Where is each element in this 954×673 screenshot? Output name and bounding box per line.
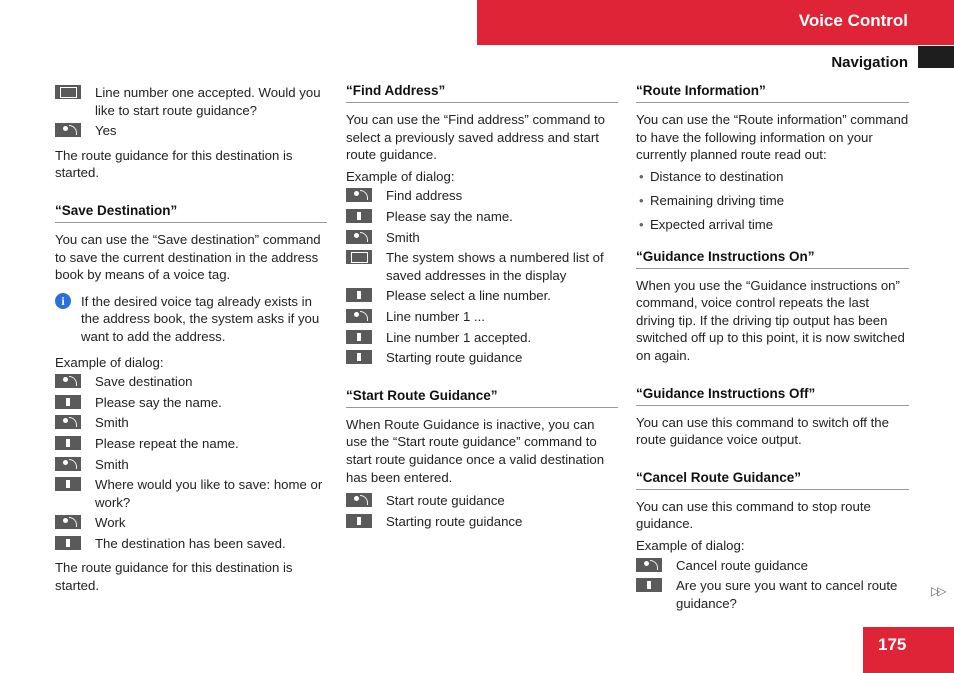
dialog-line xyxy=(55,414,327,432)
display-icon xyxy=(55,85,81,99)
dialog-line xyxy=(636,557,909,575)
system-icon xyxy=(55,395,81,409)
info-icon: i xyxy=(55,293,71,309)
heading-save-destination: “Save Destination” xyxy=(55,202,327,223)
dialog-text: Please select a line number. xyxy=(386,288,551,304)
example-label: Example of dialog: xyxy=(55,354,164,370)
heading-find-address: “Find Address” xyxy=(346,82,618,103)
dialog-line xyxy=(55,535,327,553)
chapter-title: Voice Control xyxy=(798,11,908,30)
dialog-text: Start route guidance xyxy=(386,493,505,509)
speak-icon xyxy=(346,309,372,323)
dialog-line xyxy=(55,476,327,511)
dialog-text: Line number 1 accepted. xyxy=(386,329,532,345)
dialog-text: Cancel route guidance xyxy=(676,557,808,573)
dialog-text: Save destination xyxy=(95,374,193,390)
paragraph: You can use the “Route information” command to have the following information on your currently planned route read out: xyxy=(636,112,909,163)
heading-guidance-on: “Guidance Instructions On” xyxy=(636,248,909,269)
column-3 xyxy=(636,82,909,615)
paragraph: The route guidance for this destination is started. xyxy=(55,147,293,181)
dialog-line xyxy=(55,84,327,119)
column-2 xyxy=(346,82,618,533)
example-label: Example of dialog: xyxy=(636,537,745,553)
speak-icon xyxy=(55,374,81,388)
system-icon xyxy=(55,536,81,550)
dialog-line xyxy=(55,122,327,140)
speak-icon xyxy=(346,493,372,507)
paragraph: You can use the “Find address” command to select a previously saved address and start route guidance. xyxy=(346,112,606,163)
dialog-text: Please repeat the name. xyxy=(95,435,239,451)
dialog-text: Starting route guidance xyxy=(386,513,523,529)
example-label: Example of dialog: xyxy=(346,168,455,184)
bullet-list xyxy=(636,168,909,234)
dialog-text: The destination has been saved. xyxy=(95,535,286,551)
dialog-text: Find address xyxy=(386,188,463,204)
continue-arrow-icon: ▷▷ xyxy=(931,584,944,598)
heading-start-route-guidance: “Start Route Guidance” xyxy=(346,387,618,408)
heading-cancel-route-guidance: “Cancel Route Guidance” xyxy=(636,469,909,490)
system-icon xyxy=(636,578,662,592)
system-icon xyxy=(346,209,372,223)
heading-route-information: “Route Information” xyxy=(636,82,909,103)
dialog-text: Line number 1 ... xyxy=(386,308,485,324)
dialog-line xyxy=(346,308,618,326)
dialog-text: Where would you like to save: home or work? xyxy=(95,477,323,510)
dialog-line xyxy=(636,577,909,612)
dialog-line xyxy=(55,435,327,453)
speak-icon xyxy=(636,558,662,572)
info-note xyxy=(55,293,327,346)
speak-icon xyxy=(55,123,81,137)
speak-icon xyxy=(55,515,81,529)
dialog-line xyxy=(346,492,618,510)
dialog-line xyxy=(346,513,618,531)
section-tab-marker xyxy=(918,46,954,68)
dialog-text: Please say the name. xyxy=(386,208,513,224)
system-icon xyxy=(55,436,81,450)
column-1 xyxy=(55,82,327,595)
list-item: • Distance to destination xyxy=(636,168,909,186)
heading-guidance-off: “Guidance Instructions Off” xyxy=(636,385,909,406)
dialog-text: Please say the name. xyxy=(95,394,222,410)
paragraph: When Route Guidance is inactive, you can use the “Start route guidance” command to start route guidance once a valid destination has been entered. xyxy=(346,416,605,485)
list-item: • Expected arrival time xyxy=(636,216,909,234)
paragraph: You can use this command to switch off the route guidance voice output. xyxy=(636,414,889,448)
paragraph: When you use the “Guidance instructions on” command, voice control repeats the last driving tip. If the driving tip output has been switched off up to this point, it is now switched on again. xyxy=(636,277,905,363)
paragraph: You can use this command to stop route guidance. xyxy=(636,498,871,532)
speak-icon xyxy=(55,457,81,471)
speak-icon xyxy=(346,230,372,244)
system-icon xyxy=(346,514,372,528)
system-icon xyxy=(55,477,81,491)
dialog-line xyxy=(55,514,327,532)
info-text: If the desired voice tag already exists in the address book, the system asks if you want to add the address. xyxy=(81,293,320,344)
dialog-text: Work xyxy=(95,515,126,531)
dialog-line xyxy=(346,229,618,247)
dialog-line xyxy=(55,456,327,474)
dialog-line xyxy=(346,187,618,205)
page-number: 175 xyxy=(878,635,907,654)
system-icon xyxy=(346,330,372,344)
dialog-text: Yes xyxy=(95,123,117,139)
dialog-line xyxy=(346,349,618,367)
section-title: Navigation xyxy=(831,54,908,71)
paragraph: The route guidance for this destination is started. xyxy=(55,560,293,594)
system-icon xyxy=(346,350,372,364)
list-item: • Remaining driving time xyxy=(636,192,909,210)
page-number-box xyxy=(863,627,954,673)
dialog-line xyxy=(346,329,618,347)
speak-icon xyxy=(55,415,81,429)
speak-icon xyxy=(346,188,372,202)
dialog-text: Smith xyxy=(95,456,129,472)
dialog-text: Starting route guidance xyxy=(386,350,523,366)
dialog-text: Are you sure you want to cancel route guidance? xyxy=(676,578,898,611)
paragraph: You can use the “Save destination” command to save the current destination in the address book by means of a voice tag. xyxy=(55,231,321,283)
dialog-text: Smith xyxy=(95,415,129,431)
dialog-line xyxy=(55,394,327,412)
dialog-text: Smith xyxy=(386,229,420,245)
dialog-line xyxy=(346,249,618,284)
dialog-line xyxy=(346,208,618,226)
dialog-line xyxy=(55,373,327,391)
dialog-text: The system shows a numbered list of saved addresses in the display xyxy=(386,250,604,283)
system-icon xyxy=(346,288,372,302)
dialog-line xyxy=(346,287,618,305)
display-icon xyxy=(346,250,372,264)
dialog-text: Line number one accepted. Would you like to start route guidance? xyxy=(95,85,321,118)
